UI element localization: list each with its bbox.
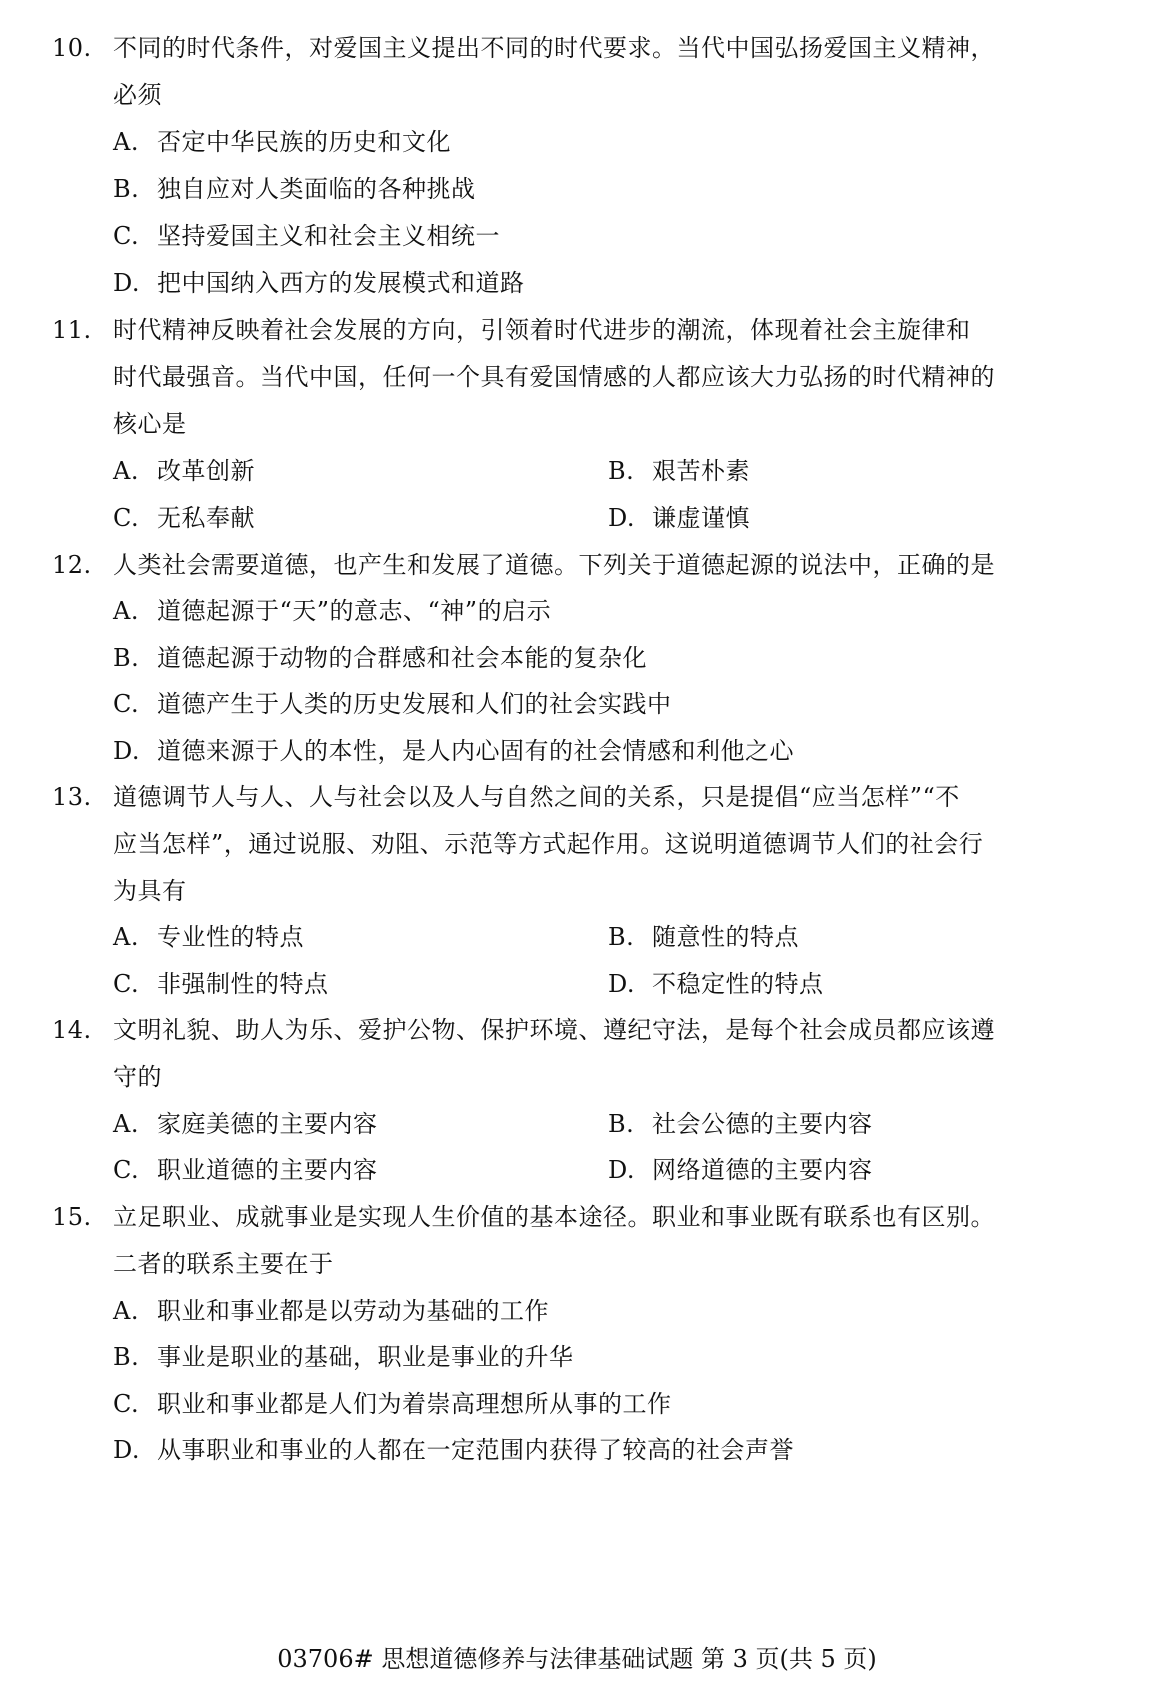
option-a: A. 专业性的特点 xyxy=(113,923,304,951)
option-d: D. 谦虚谨慎 xyxy=(608,504,750,532)
question-stem: 守的 xyxy=(113,1063,162,1091)
option-d: D. 从事职业和事业的人都在一定范围内获得了较高的社会声誉 xyxy=(113,1436,794,1464)
question-number: 13. xyxy=(52,783,92,811)
option-c: C. 道德产生于人类的历史发展和人们的社会实践中 xyxy=(113,690,672,718)
option-b: B. 道德起源于动物的合群感和社会本能的复杂化 xyxy=(113,644,647,672)
question-number: 10. xyxy=(52,34,92,62)
option-c: C. 职业和事业都是人们为着崇高理想所从事的工作 xyxy=(113,1390,672,1418)
question-stem: 不同的时代条件，对爱国主义提出不同的时代要求。当代中国弘扬爱国主义精神， xyxy=(113,34,995,62)
option-b: B. 随意性的特点 xyxy=(608,923,799,951)
question-number: 15. xyxy=(52,1203,92,1231)
question-stem: 为具有 xyxy=(113,877,187,905)
question-stem: 应当怎样”，通过说服、劝阻、示范等方式起作用。这说明道德调节人们的社会行 xyxy=(113,830,984,858)
option-c: C. 坚持爱国主义和社会主义相统一 xyxy=(113,222,500,250)
question-stem: 时代精神反映着社会发展的方向，引领着时代进步的潮流，体现着社会主旋律和 xyxy=(113,316,971,344)
option-b: B. 独自应对人类面临的各种挑战 xyxy=(113,175,476,203)
option-d: D. 不稳定性的特点 xyxy=(608,970,824,998)
question-number: 11. xyxy=(52,316,92,344)
question-stem: 核心是 xyxy=(113,410,187,438)
question-number: 14. xyxy=(52,1016,92,1044)
question-stem: 人类社会需要道德，也产生和发展了道德。下列关于道德起源的说法中，正确的是 xyxy=(113,551,995,579)
option-a: A. 家庭美德的主要内容 xyxy=(113,1110,378,1138)
page-footer: 03706# 思想道德修养与法律基础试题 第 3 页(共 5 页) xyxy=(277,1645,877,1673)
question-stem: 道德调节人与人、人与社会以及人与自然之间的关系，只是提倡“应当怎样”“不 xyxy=(113,783,960,811)
option-a: A. 改革创新 xyxy=(113,457,255,485)
question-stem: 时代最强音。当代中国，任何一个具有爱国情感的人都应该大力弘扬的时代精神的 xyxy=(113,363,995,391)
option-a: A. 否定中华民族的历史和文化 xyxy=(113,128,451,156)
option-b: B. 艰苦朴素 xyxy=(608,457,750,485)
option-c: C. 非强制性的特点 xyxy=(113,970,329,998)
question-stem: 必须 xyxy=(113,81,162,109)
question-stem: 二者的联系主要在于 xyxy=(113,1250,334,1278)
option-c: C. 无私奉献 xyxy=(113,504,255,532)
option-d: D. 把中国纳入西方的发展模式和道路 xyxy=(113,269,525,297)
option-b: B. 事业是职业的基础，职业是事业的升华 xyxy=(113,1343,574,1371)
question-stem: 文明礼貌、助人为乐、爱护公物、保护环境、遵纪守法，是每个社会成员都应该遵 xyxy=(113,1016,995,1044)
question-number: 12. xyxy=(52,551,92,579)
option-c: C. 职业道德的主要内容 xyxy=(113,1156,378,1184)
option-a: A. 职业和事业都是以劳动为基础的工作 xyxy=(113,1297,549,1325)
option-b: B. 社会公德的主要内容 xyxy=(608,1110,873,1138)
option-d: D. 网络道德的主要内容 xyxy=(608,1156,873,1184)
option-a: A. 道德起源于“天”的意志、“神”的启示 xyxy=(113,597,552,625)
question-stem: 立足职业、成就事业是实现人生价值的基本途径。职业和事业既有联系也有区别。 xyxy=(113,1203,995,1231)
option-d: D. 道德来源于人的本性，是人内心固有的社会情感和利他之心 xyxy=(113,737,794,765)
